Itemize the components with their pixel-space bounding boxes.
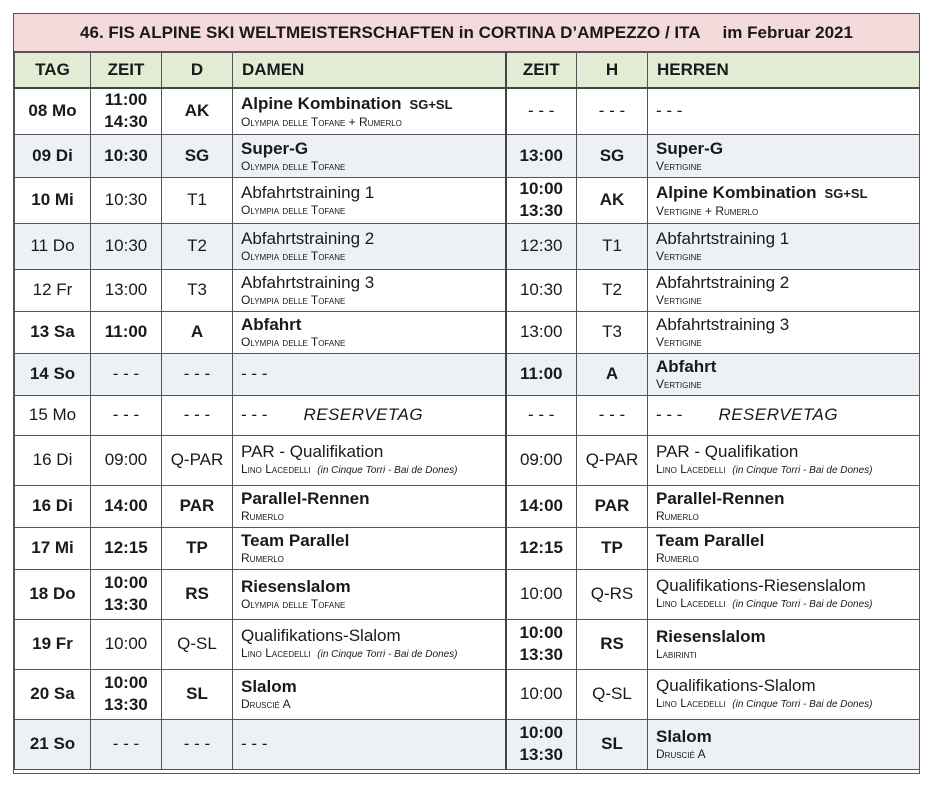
time-cell-d xyxy=(91,485,162,527)
code-cell-h: - - - xyxy=(577,395,648,435)
time-1: 11:00 xyxy=(519,364,563,383)
time-cell-d xyxy=(91,223,162,269)
event-cell-d xyxy=(233,353,506,395)
time-1: - - - xyxy=(528,405,555,424)
event-cell-d xyxy=(233,719,506,769)
venue: Vertigine xyxy=(656,249,702,263)
time-cell-d xyxy=(91,353,162,395)
code-cell-h: T1 xyxy=(577,223,648,269)
event-cell-d xyxy=(233,395,506,435)
event-cell-h xyxy=(648,485,920,527)
day-cell: 17 Mi xyxy=(15,527,91,569)
venue-note: (in Cinque Torri - Bai de Dones) xyxy=(732,599,873,610)
venue: Lino Lacedelli xyxy=(656,696,726,710)
time-1: 10:00 xyxy=(104,673,148,692)
event-name: Abfahrt xyxy=(656,357,717,376)
code-cell-h: RS xyxy=(577,619,648,669)
header-h: H xyxy=(577,53,648,89)
code-cell-h: T3 xyxy=(577,311,648,353)
time-cell-d xyxy=(91,619,162,669)
title-month: im Februar 2021 xyxy=(722,22,853,42)
venue: Vertigine xyxy=(656,158,702,173)
event-name: Alpine Kombination xyxy=(656,182,817,202)
time-1: - - - xyxy=(112,734,140,753)
venue: Olympia delle Tofane + Rumerlo xyxy=(241,114,402,129)
event-cell-h xyxy=(648,527,920,569)
header-damen: DAMEN xyxy=(233,53,506,89)
header-herren: HERREN xyxy=(648,53,920,89)
event-name: Abfahrtstraining 3 xyxy=(241,273,375,292)
header-zeit-herren: ZEIT xyxy=(506,53,577,89)
time-1: - - - xyxy=(112,405,140,424)
time-1: 10:30 xyxy=(104,190,148,209)
time-1: 10:30 xyxy=(519,280,563,299)
time-cell-d xyxy=(91,88,162,134)
event-name: - - - xyxy=(241,364,268,383)
schedule-sheet xyxy=(13,13,920,774)
venue: Vertigine + Rumerlo xyxy=(656,203,759,218)
venue-note: (in Cinque Torri - Bai de Dones) xyxy=(732,699,873,710)
code-cell-h: A xyxy=(577,353,648,395)
header-d: D xyxy=(162,53,233,89)
event-name: Parallel-Rennen xyxy=(241,489,370,508)
code-cell-h: TP xyxy=(577,527,648,569)
time-1: 10:00 xyxy=(104,634,148,653)
time-1: 10:30 xyxy=(104,145,148,165)
reserve-label: RESERVETAG xyxy=(303,405,424,424)
event-cell-h xyxy=(648,395,920,435)
page-title xyxy=(14,14,919,52)
time-1: 11:00 xyxy=(104,322,148,341)
time-1: 10:00 xyxy=(519,623,563,642)
venue: Lino Lacedelli xyxy=(656,596,726,610)
table-row xyxy=(15,223,920,269)
time-cell-d xyxy=(91,527,162,569)
code-cell-d: TP xyxy=(162,527,233,569)
event-cell-d xyxy=(233,269,506,311)
time-cell-d xyxy=(91,569,162,619)
table-row xyxy=(15,669,920,719)
event-cell-h xyxy=(648,269,920,311)
code-cell-h: AK xyxy=(577,177,648,223)
code-cell-h: SG xyxy=(577,134,648,177)
event-cell-d xyxy=(233,435,506,485)
event-name: Abfahrt xyxy=(241,315,302,334)
time-1: 13:00 xyxy=(519,145,563,165)
event-name: Riesenslalom xyxy=(656,627,766,646)
title-text: 46. FIS ALPINE SKI WELTMEISTERSCHAFTEN in CORTINA D’AMPEZZO / ITA xyxy=(80,22,701,42)
time-2: 13:30 xyxy=(519,745,563,764)
event-name: - - - xyxy=(241,734,268,753)
venue: Vertigine xyxy=(656,293,702,307)
time-1: 10:00 xyxy=(519,584,563,603)
time-1: 14:00 xyxy=(519,496,563,515)
time-1: 09:00 xyxy=(104,450,148,469)
time-cell-d xyxy=(91,395,162,435)
table-row xyxy=(15,719,920,769)
time-cell-h xyxy=(506,435,577,485)
event-name: Abfahrtstraining 3 xyxy=(656,315,790,334)
event-cell-d xyxy=(233,569,506,619)
code-cell-d: - - - xyxy=(162,719,233,769)
venue: Olympia delle Tofane xyxy=(241,335,346,349)
time-cell-h xyxy=(506,485,577,527)
code-cell-d: A xyxy=(162,311,233,353)
header-row xyxy=(15,53,920,89)
event-cell-h xyxy=(648,435,920,485)
table-row xyxy=(15,619,920,669)
event-name: Alpine Kombination xyxy=(241,93,402,113)
event-name: Riesenslalom xyxy=(241,577,351,596)
time-cell-h xyxy=(506,669,577,719)
event-cell-h xyxy=(648,353,920,395)
time-cell-d xyxy=(91,669,162,719)
event-name: Qualifikations-Slalom xyxy=(241,626,401,645)
time-1: 13:00 xyxy=(104,280,148,299)
day-cell: 18 Do xyxy=(15,569,91,619)
day-cell: 10 Mi xyxy=(15,177,91,223)
time-1: 10:00 xyxy=(519,684,563,703)
time-2: 14:30 xyxy=(104,112,148,132)
code-cell-h: SL xyxy=(577,719,648,769)
day-cell: 08 Mo xyxy=(15,88,91,134)
code-cell-d: RS xyxy=(162,569,233,619)
event-tag: SG+SL xyxy=(824,185,868,201)
event-name: Abfahrtstraining 1 xyxy=(241,183,375,202)
table-row xyxy=(15,569,920,619)
code-cell-d: PAR xyxy=(162,485,233,527)
event-name: PAR - Qualifikation xyxy=(656,442,799,461)
time-cell-h xyxy=(506,719,577,769)
day-cell: 12 Fr xyxy=(15,269,91,311)
time-1: 12:30 xyxy=(519,236,563,255)
time-1: 10:30 xyxy=(104,236,148,255)
time-cell-d xyxy=(91,269,162,311)
event-cell-h xyxy=(648,88,920,134)
table-row xyxy=(15,177,920,223)
time-cell-d xyxy=(91,134,162,177)
event-cell-h xyxy=(648,619,920,669)
day-cell: 21 So xyxy=(15,719,91,769)
venue: Olympia delle Tofane xyxy=(241,293,346,307)
time-1: 10:00 xyxy=(519,179,563,198)
venue: Rumerlo xyxy=(656,509,699,523)
code-cell-d: T1 xyxy=(162,177,233,223)
event-cell-d xyxy=(233,669,506,719)
event-name: Parallel-Rennen xyxy=(656,489,785,508)
time-1: 10:00 xyxy=(519,723,563,742)
event-name: PAR - Qualifikation xyxy=(241,442,384,461)
venue: Rumerlo xyxy=(656,551,699,565)
time-cell-h xyxy=(506,134,577,177)
day-cell: 16 Di xyxy=(15,485,91,527)
event-name: Slalom xyxy=(241,677,297,696)
time-cell-h xyxy=(506,395,577,435)
event-cell-d xyxy=(233,527,506,569)
time-2: 13:30 xyxy=(519,201,563,220)
table-row xyxy=(15,88,920,134)
event-cell-h xyxy=(648,719,920,769)
code-cell-d: T3 xyxy=(162,269,233,311)
code-cell-d: Q-PAR xyxy=(162,435,233,485)
table-row xyxy=(15,311,920,353)
code-cell-d: - - - xyxy=(162,353,233,395)
event-name: - - - xyxy=(241,405,268,424)
time-cell-h xyxy=(506,269,577,311)
table-row xyxy=(15,485,920,527)
venue: Vertigine xyxy=(656,335,702,349)
event-cell-d xyxy=(233,485,506,527)
event-cell-h xyxy=(648,134,920,177)
event-cell-d xyxy=(233,134,506,177)
code-cell-h: Q-PAR xyxy=(577,435,648,485)
table-row xyxy=(15,395,920,435)
time-2: 13:30 xyxy=(104,695,148,714)
venue: Druscié A xyxy=(241,697,291,711)
venue: Olympia delle Tofane xyxy=(241,158,346,173)
day-cell: 19 Fr xyxy=(15,619,91,669)
event-name: Qualifikations-Slalom xyxy=(656,676,816,695)
event-cell-h xyxy=(648,177,920,223)
event-name: Qualifikations-Riesenslalom xyxy=(656,576,866,595)
venue: Lino Lacedelli xyxy=(241,462,311,476)
event-name: Super-G xyxy=(241,138,309,158)
venue-note: (in Cinque Torri - Bai de Dones) xyxy=(317,649,458,660)
venue: Rumerlo xyxy=(241,551,284,565)
code-cell-d: SG xyxy=(162,134,233,177)
day-cell: 14 So xyxy=(15,353,91,395)
time-cell-d xyxy=(91,719,162,769)
event-name: Abfahrtstraining 1 xyxy=(656,229,790,248)
time-cell-h xyxy=(506,619,577,669)
time-cell-h xyxy=(506,569,577,619)
event-name: Abfahrtstraining 2 xyxy=(241,229,375,248)
time-1: 13:00 xyxy=(519,322,563,341)
venue-note: (in Cinque Torri - Bai de Dones) xyxy=(317,465,458,476)
time-cell-h xyxy=(506,88,577,134)
time-cell-d xyxy=(91,311,162,353)
event-cell-h xyxy=(648,569,920,619)
table-row xyxy=(15,527,920,569)
time-cell-h xyxy=(506,353,577,395)
venue: Druscié A xyxy=(656,747,706,761)
venue: Lino Lacedelli xyxy=(656,462,726,476)
code-cell-h: Q-SL xyxy=(577,669,648,719)
time-1: 09:00 xyxy=(519,450,563,469)
time-2: 13:30 xyxy=(519,645,563,664)
table-row xyxy=(15,435,920,485)
event-cell-d xyxy=(233,311,506,353)
venue: Lino Lacedelli xyxy=(241,646,311,660)
code-cell-h: T2 xyxy=(577,269,648,311)
time-1: 12:15 xyxy=(519,538,563,557)
time-1: 11:00 xyxy=(104,90,148,110)
time-1: - - - xyxy=(112,364,140,383)
time-1: 14:00 xyxy=(104,496,148,515)
event-cell-d xyxy=(233,88,506,134)
event-name: - - - xyxy=(656,101,683,121)
venue: Olympia delle Tofane xyxy=(241,203,346,217)
time-1: - - - xyxy=(528,101,555,121)
venue: Vertigine xyxy=(656,377,702,391)
venue: Olympia delle Tofane xyxy=(241,597,346,611)
table-row xyxy=(15,269,920,311)
time-2: 13:30 xyxy=(104,595,148,614)
event-name: Abfahrtstraining 2 xyxy=(656,273,790,292)
event-name: Team Parallel xyxy=(241,531,350,550)
day-cell: 09 Di xyxy=(15,134,91,177)
event-cell-d xyxy=(233,177,506,223)
event-name: Super-G xyxy=(656,138,724,158)
day-cell: 13 Sa xyxy=(15,311,91,353)
code-cell-d: T2 xyxy=(162,223,233,269)
code-cell-h: - - - xyxy=(577,88,648,134)
time-1: 10:00 xyxy=(104,573,148,592)
venue: Rumerlo xyxy=(241,509,284,523)
venue: Olympia delle Tofane xyxy=(241,249,346,263)
event-cell-d xyxy=(233,223,506,269)
event-cell-h xyxy=(648,669,920,719)
time-cell-h xyxy=(506,177,577,223)
event-tag: SG+SL xyxy=(409,96,453,112)
code-cell-d: Q-SL xyxy=(162,619,233,669)
event-cell-h xyxy=(648,311,920,353)
header-tag: TAG xyxy=(15,53,91,89)
event-name: Team Parallel xyxy=(656,531,765,550)
code-cell-d: AK xyxy=(162,88,233,134)
reserve-label: RESERVETAG xyxy=(718,405,839,424)
table-row xyxy=(15,134,920,177)
day-cell: 16 Di xyxy=(15,435,91,485)
day-cell: 15 Mo xyxy=(15,395,91,435)
code-cell-h: PAR xyxy=(577,485,648,527)
schedule-table xyxy=(14,52,920,770)
day-cell: 11 Do xyxy=(15,223,91,269)
time-cell-h xyxy=(506,311,577,353)
event-name: Slalom xyxy=(656,727,712,746)
time-1: 12:15 xyxy=(104,538,148,557)
event-cell-d xyxy=(233,619,506,669)
day-cell: 20 Sa xyxy=(15,669,91,719)
venue: Labirinti xyxy=(656,647,697,661)
time-cell-h xyxy=(506,223,577,269)
time-cell-d xyxy=(91,435,162,485)
event-name: - - - xyxy=(656,405,683,424)
code-cell-d: - - - xyxy=(162,395,233,435)
venue-note: (in Cinque Torri - Bai de Dones) xyxy=(732,465,873,476)
event-cell-h xyxy=(648,223,920,269)
code-cell-d: SL xyxy=(162,669,233,719)
table-row xyxy=(15,353,920,395)
time-cell-h xyxy=(506,527,577,569)
time-cell-d xyxy=(91,177,162,223)
code-cell-h: Q-RS xyxy=(577,569,648,619)
header-zeit-damen: ZEIT xyxy=(91,53,162,89)
